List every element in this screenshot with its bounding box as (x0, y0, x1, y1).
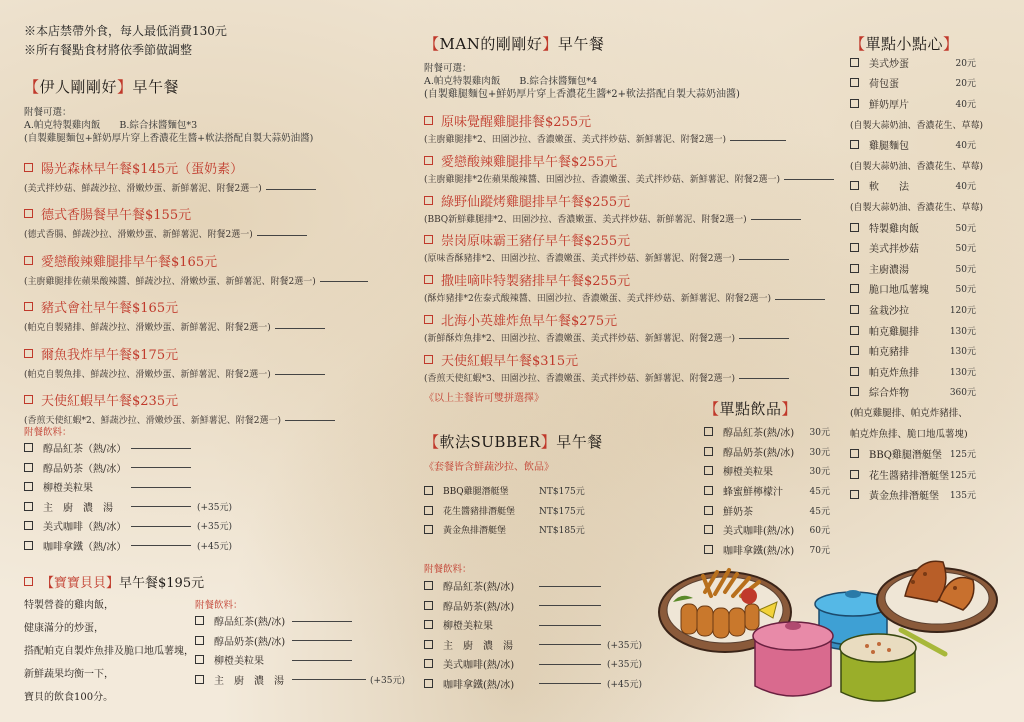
man-meals (424, 111, 844, 390)
subber-row[interactable]: 花生醬豬排潛艇堡 NT$175元 (424, 501, 585, 521)
drink-row[interactable]: 柳橙美粒果 30元 (704, 461, 830, 481)
title-suffix: 早午餐 (132, 78, 180, 96)
checkbox-icon[interactable] (24, 349, 33, 358)
checkbox-icon[interactable] (24, 256, 33, 265)
section-title-yiren (24, 76, 179, 97)
checkbox-icon[interactable] (850, 367, 859, 376)
section-title-man: 【MAN的剛剛好】早午餐 (424, 35, 605, 53)
subber-items (424, 481, 585, 540)
meal-desc: (主廚雞腿排佐蘋果酸辣醬、鮮蔬沙拉、滑嫩炒蛋、新鮮薯泥、附餐2選一) (24, 274, 419, 287)
snack-row[interactable]: 主廚濃湯 50元 (850, 258, 976, 279)
meal-name: 豬式會社早午餐$165元 (41, 301, 179, 317)
checkbox-icon[interactable] (850, 470, 859, 479)
checkbox-icon[interactable] (850, 58, 859, 67)
checkbox-icon[interactable] (704, 525, 713, 534)
drink-row[interactable]: 咖啡拿鐵(熱/冰) (+45元) (424, 674, 642, 694)
snack-row[interactable]: 特製雞肉飯 50元 (850, 217, 976, 238)
meal-item: 天使紅蝦早午餐$315元 (香煎天使紅蝦*3、田園沙拉、香濃嫩蛋、美式拌炒菇、新鮮薯泥、附餐2選一) (424, 350, 844, 390)
notice-line-2: ※所有餐點食材將依季節做調整 (24, 43, 193, 57)
snack-row[interactable]: 荷包蛋 20元 (850, 73, 976, 94)
checkbox-icon[interactable] (195, 675, 204, 684)
meal-desc: (德式香腸、鮮蔬沙拉、滑嫩炒蛋、新鮮薯泥、附餐2選一) (24, 227, 419, 240)
section-title-subber: 【軟法SUBBER】早午餐 (424, 433, 603, 451)
snacks-list (850, 52, 984, 505)
drink-row[interactable]: 主 廚 濃 湯 (+35元) (24, 497, 232, 517)
baby-meal-desc: 特製營養的雞肉飯， 健康滿分的炒蛋， 搭配帕克自製炸魚排及脆口地瓜薯塊， 新鮮蔬果均衡一下， 寶貝的飲食100分。 (24, 600, 194, 703)
meal-item (24, 297, 419, 343)
title-brand: 伊人剛剛好 (39, 78, 118, 96)
checkbox-icon[interactable] (424, 156, 433, 165)
snack-note: (帕克雞腿排、帕克炸豬排、 (850, 408, 968, 420)
checkbox-icon[interactable] (24, 443, 33, 452)
green-pot-icon (840, 630, 945, 701)
checkbox-icon[interactable] (850, 140, 859, 149)
store-notices (24, 22, 227, 60)
section-title-drinks: 【單點飲品】 (704, 400, 798, 418)
meal-item: 撒哇嘀咔特製豬排早午餐$255元 (酥炸豬排*2佐泰式酸辣醬、田園沙拉、香濃嫩蛋、美式拌炒菇、新鮮薯泥、附餐2選一) (424, 270, 844, 310)
drink-row[interactable]: 柳橙美粒果 (195, 650, 405, 670)
checkbox-icon[interactable] (424, 659, 433, 668)
drink-row[interactable]: 柳橙美粒果 (24, 477, 232, 497)
drink-row[interactable]: 醇品紅茶(熱/冰) 30元 (704, 422, 830, 442)
snack-row[interactable]: 黃金魚排潛艇堡 135元 (850, 484, 976, 505)
checkbox-icon[interactable] (424, 506, 433, 515)
checkbox-icon[interactable] (24, 463, 33, 472)
checkbox-icon[interactable] (850, 326, 859, 335)
snack-row[interactable]: 脆口地瓜薯塊 50元 (850, 279, 976, 300)
checkbox-icon[interactable] (850, 243, 859, 252)
snack-row[interactable]: 軟 法 40元 (850, 176, 976, 197)
checkbox-icon[interactable] (850, 223, 859, 232)
man-double-note: 《以上主餐皆可雙拼選擇》 (424, 393, 544, 404)
snack-row[interactable]: 綜合炸物 360元 (850, 382, 976, 403)
meal-item (24, 204, 419, 250)
subber-note: 《套餐皆含鮮蔬沙拉、飲品》 (424, 462, 554, 473)
meal-desc: (帕克自製魚排、鮮蔬沙拉、滑嫩炒蛋、新鮮薯泥、附餐2選一) (24, 367, 419, 380)
checkbox-icon[interactable] (850, 264, 859, 273)
drink-row[interactable]: 蜂蜜鮮檸檬汁 45元 (704, 481, 830, 501)
drink-row[interactable]: 咖啡拿鐵（熱/冰） (+45元) (24, 536, 232, 556)
checkbox-icon[interactable] (704, 447, 713, 456)
meal-desc: (帕克自製豬排、鮮蔬沙拉、滑嫩炒蛋、新鮮薯泥、附餐2選一) (24, 320, 419, 333)
snack-note: 帕克炸魚排、脆口地瓜薯塊) (850, 428, 968, 440)
bracket-close: 】 (117, 78, 133, 96)
snack-row[interactable]: 帕克炸魚排 130元 (850, 361, 976, 382)
snack-note: (自製大蒜奶油、香濃花生、草莓) (850, 202, 984, 213)
man-options: 附餐可選： A.帕克特製雞肉飯 B.綜合抹醬麵包*4 (自製雞腿麵包+鮮奶厚片穿上香濃花生醬*2+軟法搭配自製大蒜奶油醬) (424, 63, 740, 100)
drink-row[interactable]: 醇品奶茶（熱/冰） (24, 458, 232, 478)
snack-note: (自製大蒜奶油、香濃花生、草莓) (850, 161, 984, 172)
meal-item: 愛戀酸辣雞腿排早午餐$255元 (主廚雞腿排*2佐蘋果酸辣醬、田園沙拉、香濃嫩蛋、美式拌炒菇、新鮮薯泥、附餐2選一) (424, 151, 844, 191)
bracket-open: 【 (24, 78, 40, 96)
drink-row[interactable]: 醇品紅茶(熱/冰) (195, 611, 405, 631)
drink-row[interactable]: 主 廚 濃 湯 (+35元) (424, 635, 642, 655)
chicken-plate-icon (877, 561, 997, 632)
checkbox-icon[interactable] (424, 601, 433, 610)
meal-item (24, 251, 419, 297)
checkbox-icon[interactable] (704, 486, 713, 495)
checkbox-icon[interactable] (24, 502, 33, 511)
yiren-options (24, 106, 313, 145)
baby-drinks (195, 611, 405, 689)
checkbox-icon[interactable] (424, 355, 433, 364)
meal-item (24, 390, 419, 436)
baby-meal-title: 【寶寶貝貝】 早午餐$195元 (24, 572, 204, 591)
single-drinks-list (704, 422, 830, 559)
checkbox-icon[interactable] (850, 449, 859, 458)
snack-row[interactable]: 雞腿麵包 40元 (850, 134, 976, 155)
yiren-meals (24, 158, 419, 436)
checkbox-icon[interactable] (195, 655, 204, 664)
mid-drinks (424, 576, 642, 693)
checkbox-icon[interactable] (850, 305, 859, 314)
snack-note: (自製大蒜奶油、香濃花生、草莓) (850, 120, 984, 131)
options-choices: A.帕克特製雞肉飯 B.綜合抹醬麵包*3 (24, 120, 198, 131)
meal-desc: (美式拌炒菇、鮮蔬沙拉、滑嫩炒蛋、新鮮薯泥、附餐2選一) (24, 181, 419, 194)
checkbox-icon[interactable] (850, 181, 859, 190)
options-detail: (自製雞腿麵包+鮮奶厚片穿上香濃花生醬+軟法搭配自製大蒜奶油醬) (24, 133, 314, 144)
meal-item: 綠野仙蹤烤雞腿排早午餐$255元 (BBQ新鮮雞腿排*2、田園沙拉、香濃嫩蛋、美式拌炒菇、新鮮薯泥、附餐2選一) (424, 191, 844, 231)
checkbox-icon[interactable] (704, 427, 713, 436)
snack-row[interactable]: 美式炒蛋 20元 (850, 52, 976, 73)
options-label: 附餐可選： (24, 107, 72, 118)
drink-row[interactable]: 主 廚 濃 湯 (+35元) (195, 670, 405, 690)
checkbox-icon[interactable] (850, 78, 859, 87)
checkbox-icon[interactable] (424, 581, 433, 590)
checkbox-icon[interactable] (850, 490, 859, 499)
checkbox-icon[interactable] (24, 209, 33, 218)
checkbox-icon[interactable] (850, 99, 859, 108)
drink-row[interactable]: 美式咖啡(熱/冰) 60元 (704, 520, 830, 540)
drinks-label-mid: 附餐飲料： (424, 564, 472, 575)
pink-pot-icon (753, 622, 833, 696)
checkbox-icon[interactable] (424, 525, 433, 534)
checkbox-icon[interactable] (704, 506, 713, 515)
checkbox-icon[interactable] (850, 284, 859, 293)
checkbox-icon[interactable] (24, 541, 33, 550)
section-title-snacks: 【單點小點心】 (850, 35, 959, 53)
checkbox-icon[interactable] (424, 640, 433, 649)
drink-row[interactable]: 醇品紅茶(熱/冰) (424, 576, 642, 596)
checkbox-icon[interactable] (424, 275, 433, 284)
meal-name: 愛戀酸辣雞腿排早午餐$165元 (41, 254, 218, 270)
drink-row[interactable]: 咖啡拿鐵(熱/冰) 70元 (704, 540, 830, 560)
subber-row[interactable]: 黃金魚排潛艇堡 NT$185元 (424, 520, 585, 540)
meal-name: 爾魚我炸早午餐$175元 (41, 347, 179, 363)
snack-row[interactable]: 帕克雞腿排 130元 (850, 320, 976, 341)
checkbox-icon[interactable] (24, 482, 33, 491)
meal-item (24, 344, 419, 390)
meal-item: 崇岗原味霸王豬仔早午餐$255元 (原味香酥豬排*2、田園沙拉、香濃嫩蛋、美式拌炒菇、新鮮薯泥、附餐2選一) (424, 230, 844, 270)
snack-row[interactable]: BBQ雞腿潛艇堡 125元 (850, 443, 976, 464)
notice-line-1: ※本店禁帶外食，每人最低消費130元 (24, 24, 227, 38)
subber-row[interactable]: BBQ雞腿潛艇堡 NT$175元 (424, 481, 585, 501)
drinks-label-left: 附餐飲料： (24, 427, 72, 438)
checkbox-icon[interactable] (195, 636, 204, 645)
snack-row[interactable]: 美式拌炒菇 50元 (850, 237, 976, 258)
checkbox-icon[interactable] (424, 235, 433, 244)
left-drinks (24, 438, 232, 555)
checkbox-icon[interactable] (24, 521, 33, 530)
checkbox-icon[interactable] (24, 302, 33, 311)
checkbox-icon[interactable] (24, 163, 33, 172)
drink-row[interactable]: 美式咖啡(熱/冰) (+35元) (424, 654, 642, 674)
meal-item: 原味覺醒雞腿排餐$255元 (主廚雞腿排*2、田園沙拉、香濃嫩蛋、美式拌炒菇、新鮮薯泥、附餐2選一) (424, 111, 844, 151)
checkbox-icon[interactable] (24, 395, 33, 404)
drink-row[interactable]: 醇品奶茶(熱/冰) 30元 (704, 442, 830, 462)
drink-row[interactable]: 美式咖啡（熱/冰） (+35元) (24, 516, 232, 536)
checkbox-icon[interactable] (424, 679, 433, 688)
checkbox-icon[interactable] (24, 577, 33, 586)
checkbox-icon[interactable] (424, 196, 433, 205)
drink-row[interactable]: 鮮奶茶 45元 (704, 500, 830, 520)
snack-row[interactable]: 帕克豬排 130元 (850, 340, 976, 361)
checkbox-icon[interactable] (704, 466, 713, 475)
meal-item (24, 158, 419, 204)
checkbox-icon[interactable] (195, 616, 204, 625)
snack-row[interactable]: 鮮奶厚片 40元 (850, 93, 976, 114)
checkbox-icon[interactable] (424, 116, 433, 125)
snack-row[interactable]: 花生醬豬排潛艇堡 125元 (850, 464, 976, 485)
baby-drinks-label: 附餐飲料： (195, 600, 243, 611)
checkbox-icon[interactable] (850, 346, 859, 355)
food-illustration (655, 552, 1000, 717)
snack-row[interactable]: 盆栽沙拉 120元 (850, 299, 976, 320)
drink-row[interactable]: 醇品奶茶(熱/冰) (195, 631, 405, 651)
meal-name: 陽光森林早午餐$145元（蛋奶素） (41, 162, 244, 177)
meal-desc: (香煎天使紅蝦*2、鮮蔬沙拉、滑嫩炒蛋、新鮮薯泥、附餐2選一) (24, 413, 419, 426)
checkbox-icon[interactable] (424, 486, 433, 495)
checkbox-icon[interactable] (424, 620, 433, 629)
meal-name: 天使紅蝦早午餐$235元 (41, 393, 179, 409)
checkbox-icon[interactable] (850, 387, 859, 396)
drink-row[interactable]: 醇品紅茶（熱/冰） (24, 438, 232, 458)
meal-item: 北海小英雄炸魚早午餐$275元 (新鮮酥炸魚排*2、田園沙拉、香濃嫩蛋、美式拌炒菇、新鮮薯泥、附餐2選一) (424, 310, 844, 350)
checkbox-icon[interactable] (424, 315, 433, 324)
drink-row[interactable]: 柳橙美粒果 (424, 615, 642, 635)
drink-row[interactable]: 醇品奶茶(熱/冰) (424, 596, 642, 616)
meal-name: 德式香腸餐早午餐$155元 (41, 208, 192, 224)
